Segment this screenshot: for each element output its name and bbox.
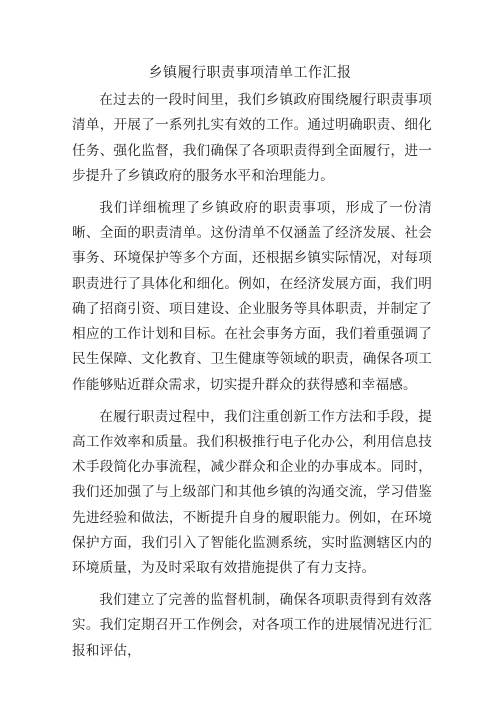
paragraph-2: 我们详细梳理了乡镇政府的职责事项，形成了一份清晰、全面的职责清单。这份清单不仅涵盖了经济发展、社会事务、环境保护等多个方面，还根据乡镇实际情况，对每项职责进行了具体化和细化。例如，在经济发展方面，我们明确了招商引资、项目建设、企业服务等具体职责，并制定了相应的工作计划和目标。在社会事务方面，我们着重强调了民生保障、文化教育、卫生健康等领域的职责，确保各项工作能够贴近群众需求，切实提升群众的获得感和幸福感。 [72,199,432,393]
paragraph-1: 在过去的一段时间里，我们乡镇政府围绕履行职责事项清单，开展了一系列扎实有效的工作。通过明确职责、细化任务、强化监督，我们确保了各项职责得到全面履行，进一步提升了乡镇政府的服务水平和治理能力。 [72,92,432,184]
document-title: 乡镇履行职责事项清单工作汇报 [148,65,352,81]
paragraph-4: 我们建立了完善的监督机制，确保各项职责得到有效落实。我们定期召开工作例会，对各项工作的进展情况进行汇报和评估， [72,592,432,659]
document-body [72,88,432,671]
paragraph-3: 在履行职责过程中，我们注重创新工作方法和手段，提高工作效率和质量。我们积极推行电子化办公，利用信息技术手段简化办事流程，减少群众和企业的办事成本。同时，我们还加强了与上级部门和其他乡镇的沟通交流，学习借鉴先进经验和做法，不断提升自身的履职能力。例如，在环境保护方面，我们引入了智能化监测系统，实时监测辖区内的环境质量，为及时采取有效措施提供了有力支持。 [72,408,432,577]
